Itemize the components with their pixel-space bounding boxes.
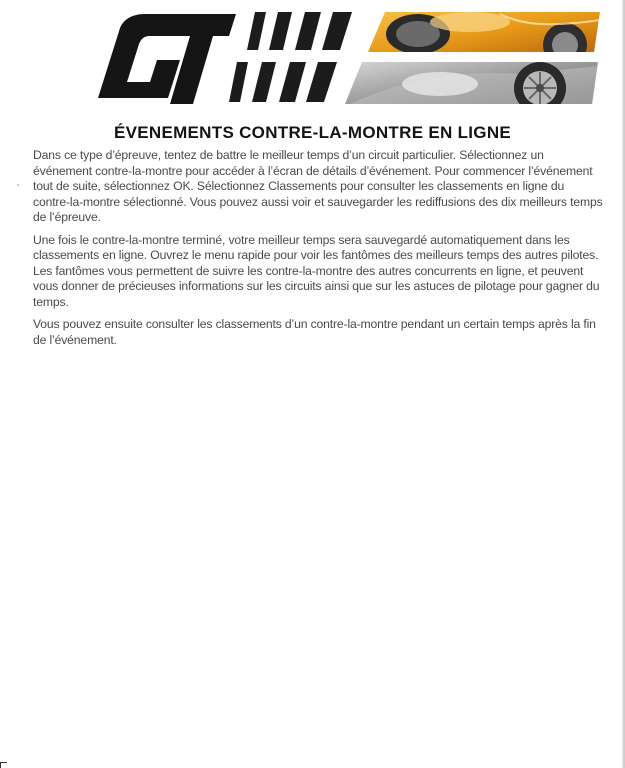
silver-car-image [340, 60, 602, 114]
paragraph-2: Une fois le contre-la-montre terminé, votre meilleur temps sera sauvegardé automatiquement dans les classements en ligne. Ouvrez le menu rapide pour voir les fantômes des meilleurs temps des autres pilotes. Les fantômes vous permettent de suivre les contre-la-montre des autres concurrents en ligne, et peuvent vous donner de précieuses informations sur les circuits ainsi que sur les astuces de pilotage pour gagner du temps. [33, 232, 600, 309]
gt-logo-icon [46, 12, 236, 104]
page-title: ÉVENEMENTS CONTRE-LA-MONTRE EN LIGNE [113, 123, 512, 142]
top-stripes-icon [247, 12, 352, 50]
paragraph-1: Dans ce type d’épreuve, tentez de battre le meilleur temps d’un circuit particulier. Sélectionnez un événement contre-la-montre pour accéder à l’écran de détails d’événement. Pour commencer l’événement tout de suite, sélectionnez OK. Sélectionnez Classements pour consulter les classements en ligne du contre-la-montre sélectionné. Vous pouvez aussi voir et sauvegarder les rediffusions des dix meilleurs temps de l’épreuve. [33, 148, 603, 224]
header-artwork [0, 0, 625, 118]
body-text [33, 148, 603, 355]
bottom-stripes-icon [229, 62, 337, 102]
margin-dot [17, 184, 19, 186]
orange-car-image [360, 10, 605, 67]
paragraph-3: Vous pouvez ensuite consulter les classements d’un contre-la-montre pendant un certain temps après la fin de l’événement. [33, 317, 596, 347]
crop-mark-icon [0, 762, 7, 768]
header-banner [0, 0, 625, 118]
